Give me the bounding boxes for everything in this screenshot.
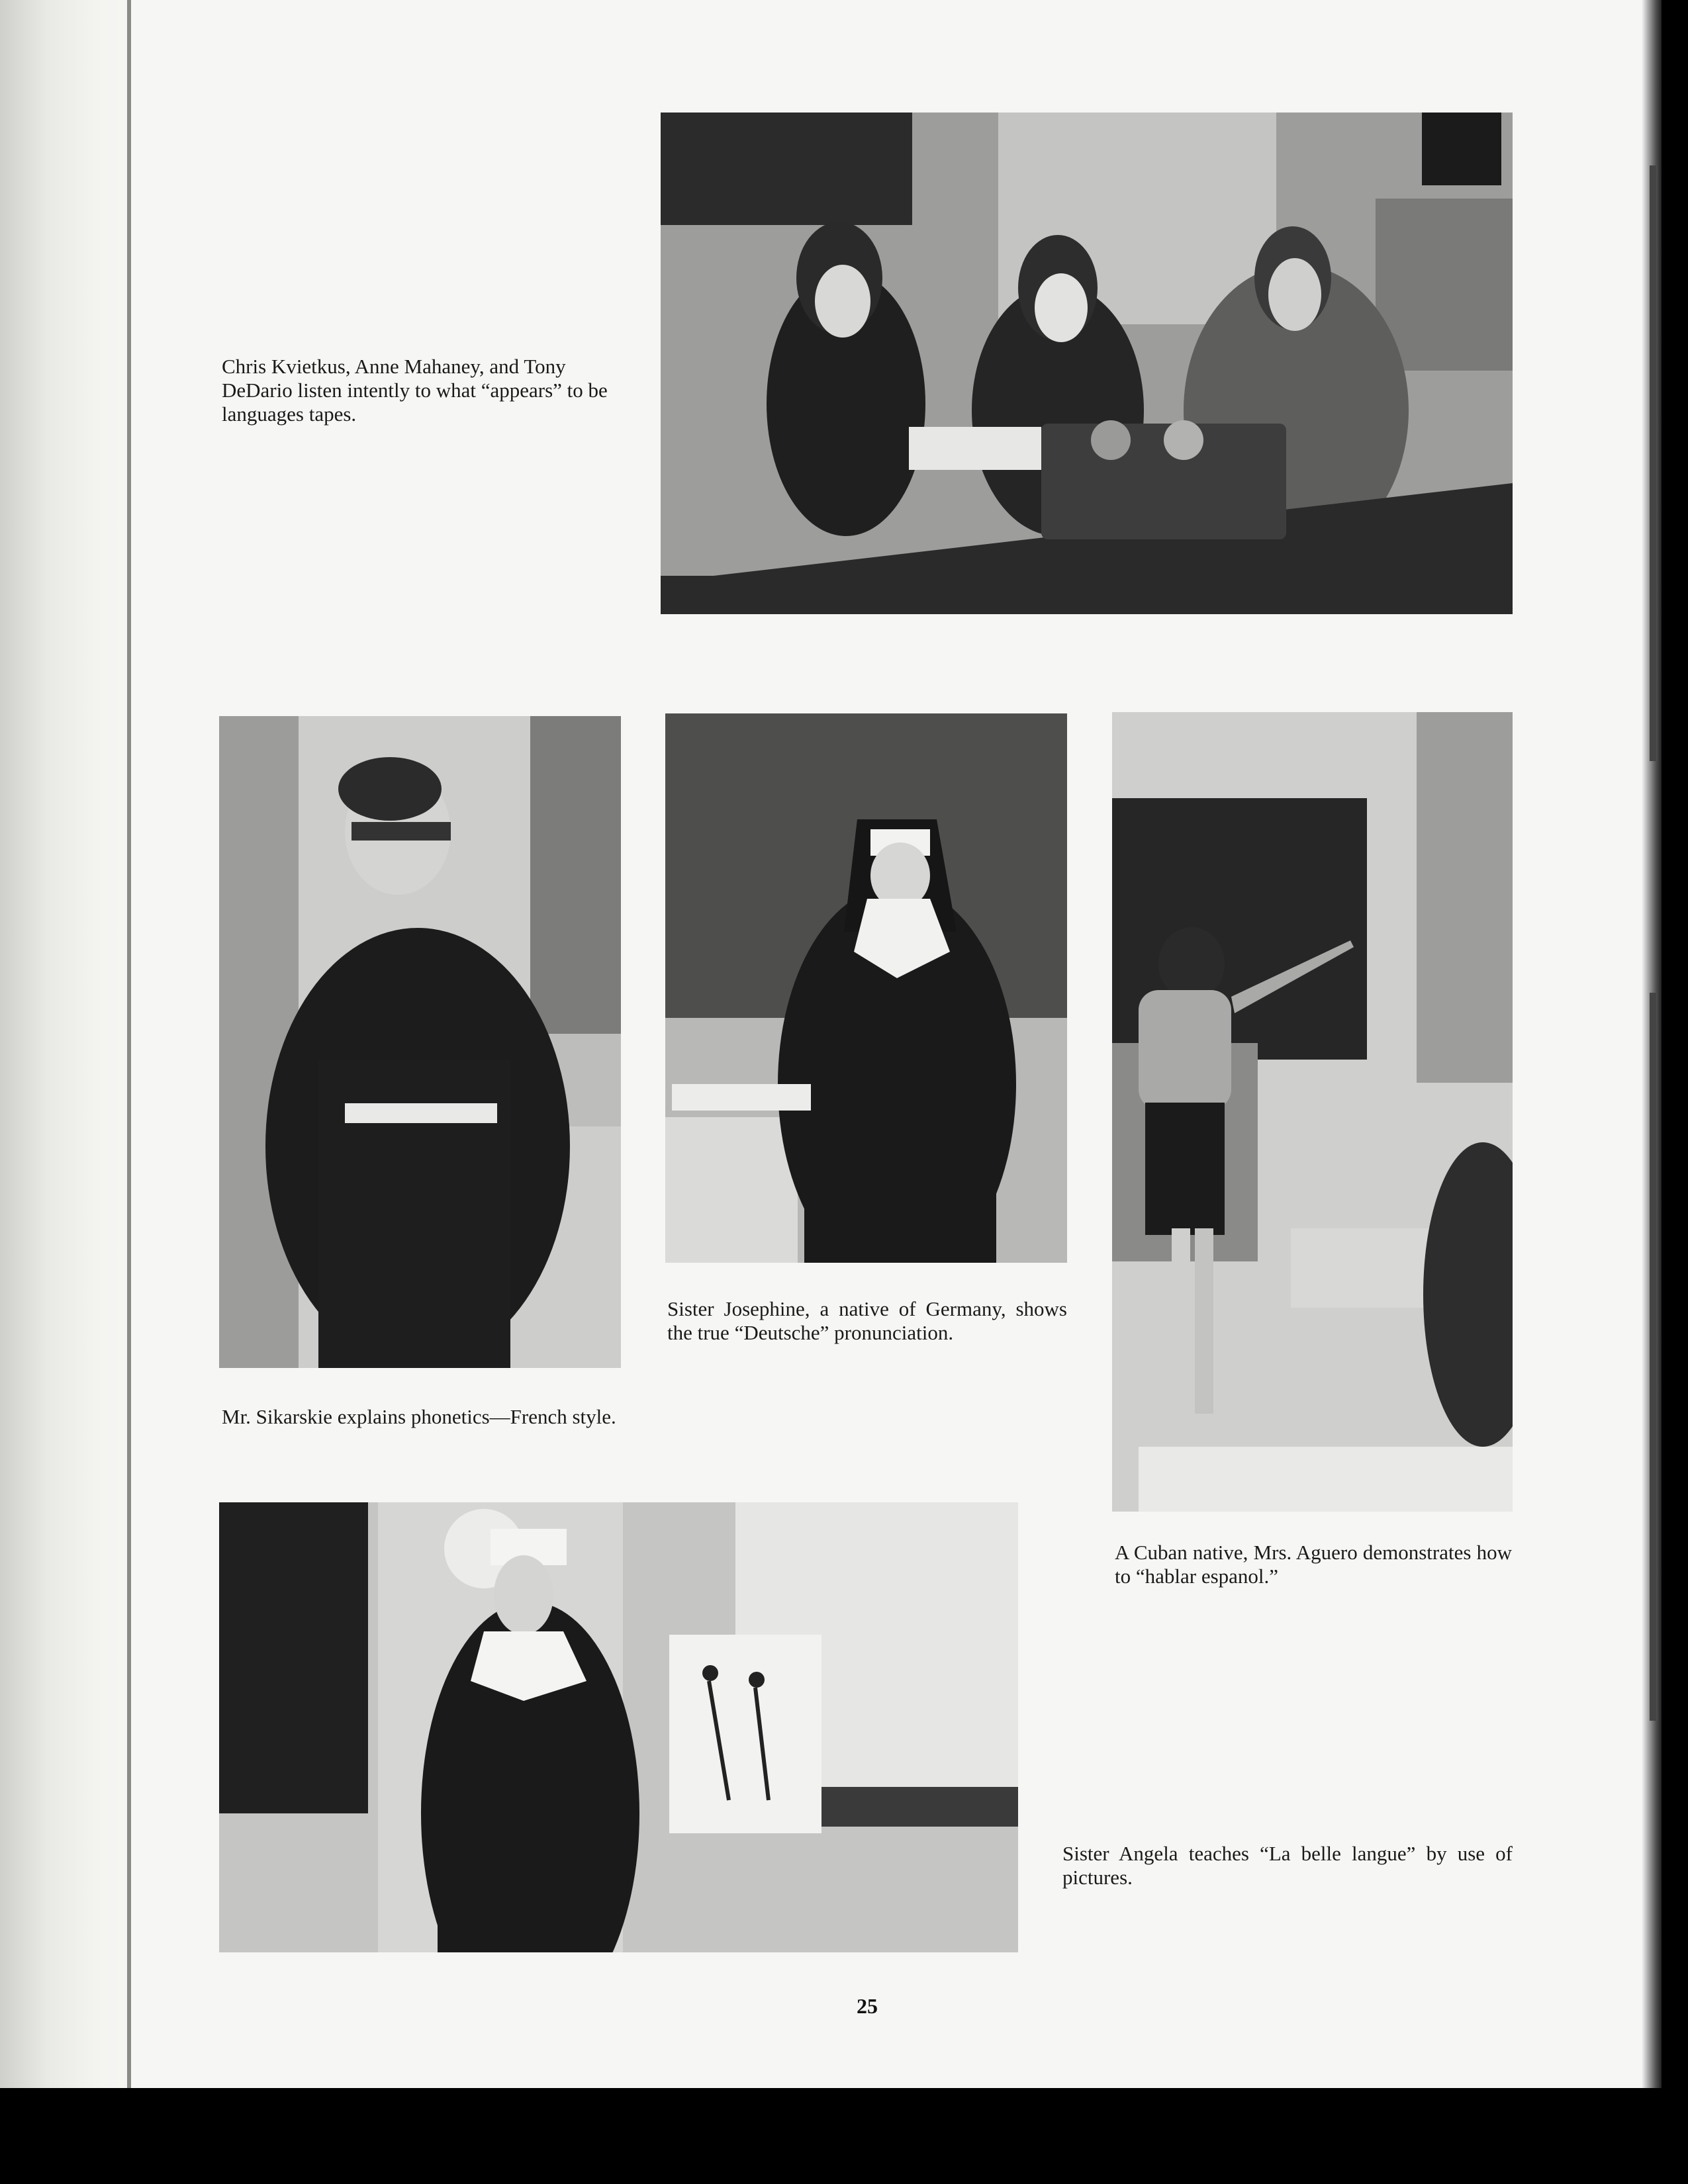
sikarskie-photo — [219, 716, 621, 1368]
mrs-aguero-photo — [1112, 712, 1513, 1512]
sister-angela-caption: Sister Angela teaches “La belle langue” by use of pictures. — [1062, 1842, 1513, 1889]
book-spine-shadow — [127, 0, 131, 2088]
page-stack-edge — [1642, 0, 1662, 2088]
mrs-aguero-caption: A Cuban native, Mrs. Aguero demonstrates how to “hablar espanol.” — [1115, 1541, 1512, 1588]
book-gutter — [0, 0, 136, 2088]
language-tapes-photo — [661, 113, 1513, 614]
sister-angela-photo — [219, 1502, 1018, 1952]
sikarskie-caption: Mr. Sikarskie explains phonetics—French style. — [222, 1405, 616, 1428]
sister-josephine-caption: Sister Josephine, a native of Germany, shows the true “Deutsche” pronunciation. — [667, 1297, 1067, 1344]
sister-josephine-photo — [665, 713, 1067, 1263]
language-tapes-caption: Chris Kvietkus, Anne Mahaney, and Tony DeDario listen intently to what “appears” to be languages tapes. — [222, 355, 608, 426]
page-number: 25 — [857, 1994, 878, 2018]
